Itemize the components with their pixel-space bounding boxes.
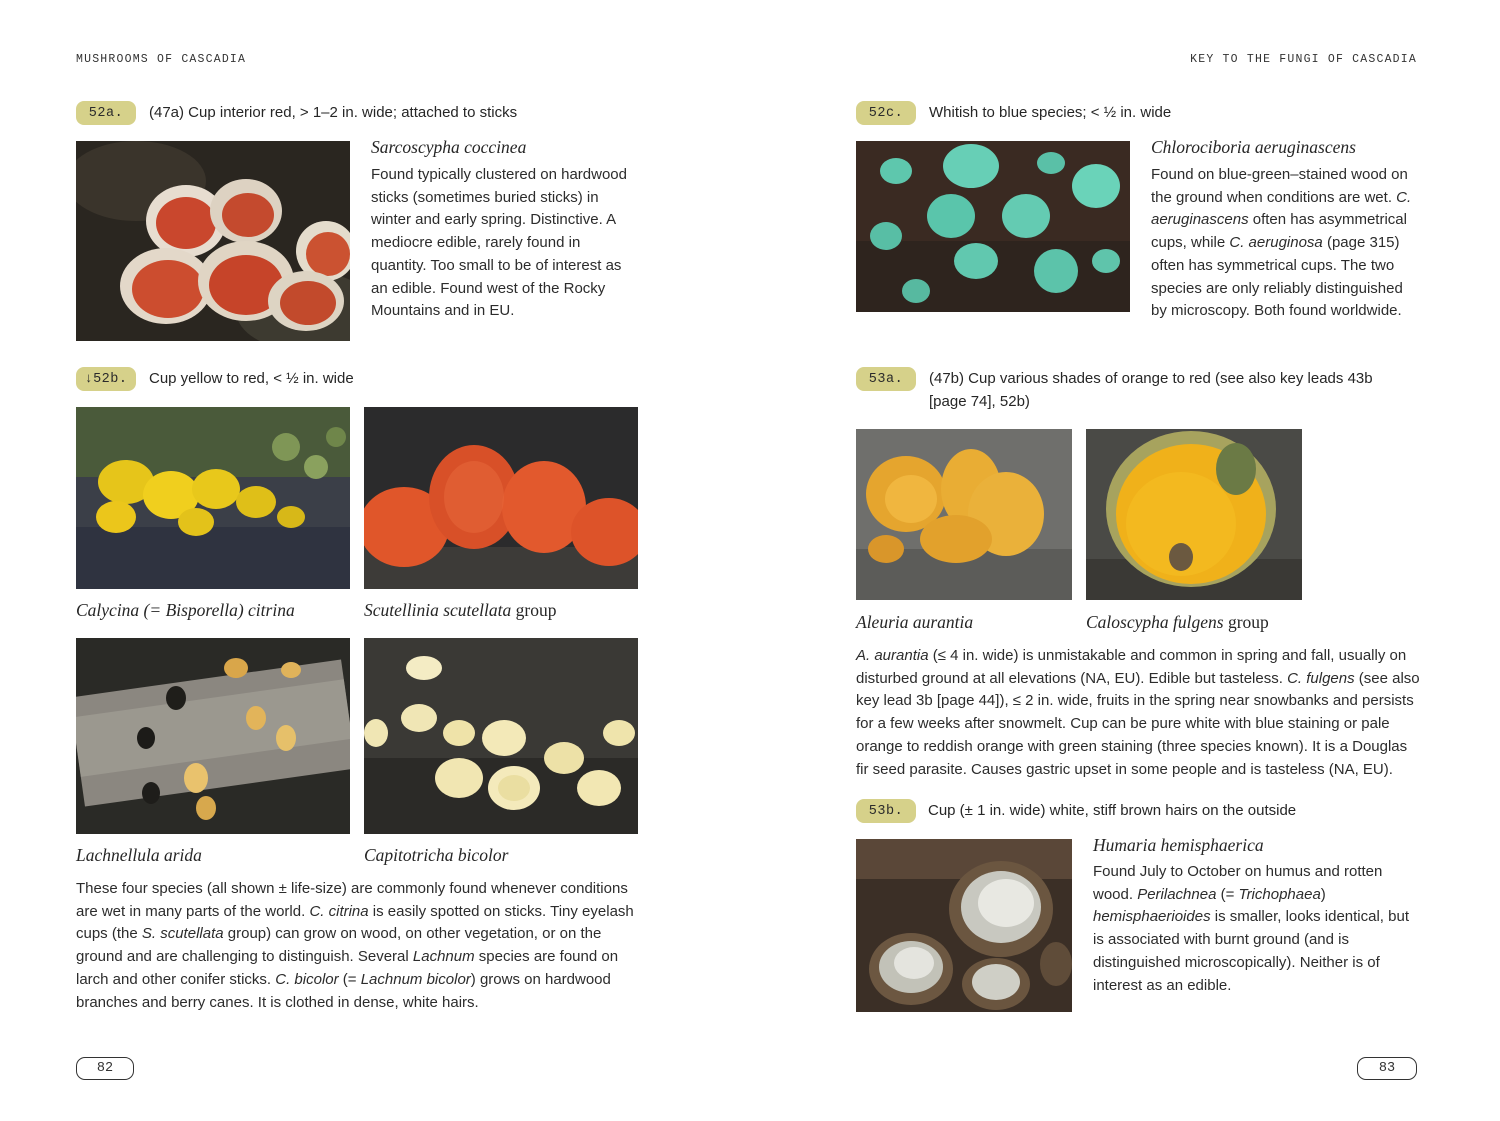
lead-text-52a: (47a) Cup interior red, > 1–2 in. wide; attached to sticks (149, 104, 518, 121)
species-name-sarcoscypha: Sarcoscypha coccinea (371, 137, 527, 157)
lead-text-53a: (47b) Cup various shades of orange to red (see also key leads 43b [page 74], 52b) (929, 370, 1373, 410)
caption-lachnellula-arida: Lachnellula arida (76, 845, 202, 865)
lead-tag-52b: ↓52b. (76, 367, 136, 391)
lead-text-53b: Cup (± 1 in. wide) white, stiff brown hairs on the outside (928, 802, 1297, 819)
caption-aleuria-aurantia: Aleuria aurantia (856, 612, 974, 632)
paragraph-53a: A. aurantia (≤ 4 in. wide) is unmistakable and common in spring and fall, usually on disturbed ground at all elevations (NA, EU). Edible but tasteless. C. fulgens (see also key lead 3b [page 44]), ≤ 2 in. wide, fruits in the spring near snowbanks and persists for a few weeks after snowmelt. Cup can be pure white with blue staining or pale orange to reddish orange with green staining (three species known). It is a Douglas fir seed parasite. Causes gastric upset in some people and is tasteless (NA, EU). (856, 647, 1420, 778)
lead-text-52b: Cup yellow to red, < ½ in. wide (149, 370, 354, 387)
photo-capitotricha-bicolor (364, 638, 638, 834)
caption-scutellinia-scutellata: Scutellinia scutellata group (364, 600, 557, 620)
lead-tag-53a: 53a. (856, 367, 916, 391)
page-number-left: 82 (76, 1057, 134, 1080)
description-sarcoscypha: Found typically clustered on hardwood sticks (sometimes buried sticks) in winter and early spring. Distinctive. A mediocre edible, rarely found in quantity. Too small to be of interest as an edible. Found west of the Rocky Mountains and in EU. (371, 166, 627, 320)
lead-tag-52c: 52c. (856, 101, 916, 125)
lead-text-52c: Whitish to blue species; < ½ in. wide (929, 104, 1172, 121)
lead-tag-53b: 53b. (856, 799, 916, 823)
description-humaria: Found July to October on humus and rotten wood. Perilachnea (= Trichophaea) hemisphaerioides is smaller, looks identical, but is associated with burnt ground (and is distinguished microscopically). Neither is of interest as an edible. (1093, 863, 1409, 994)
species-name-humaria: Humaria hemisphaerica (1093, 835, 1264, 855)
photo-calycina-citrina (76, 407, 350, 589)
caption-caloscypha-fulgens: Caloscypha fulgens group (1086, 612, 1269, 632)
photo-chlorociboria-aeruginascens (856, 141, 1130, 312)
caption-calycina-citrina: Calycina (= Bisporella) citrina (76, 600, 295, 620)
photo-aleuria-aurantia (856, 429, 1072, 600)
species-name-chlorociboria: Chlorociboria aeruginascens (1151, 137, 1356, 157)
caption-capitotricha-bicolor: Capitotricha bicolor (364, 845, 509, 865)
page-number-right: 83 (1357, 1057, 1417, 1080)
lead-tag-52a: 52a. (76, 101, 136, 125)
photo-lachnellula-arida (76, 638, 350, 834)
photo-caloscypha-fulgens (1086, 429, 1302, 600)
photo-scutellinia-scutellata (364, 407, 638, 589)
running-head-left: MUSHROOMS OF CASCADIA (76, 53, 247, 66)
description-chlorociboria: Found on blue-green–stained wood on the ground when conditions are wet. C. aeruginascens often has asymmetrical cups, while C. aeruginosa (page 315) often has symmetrical cups. The two species are only reliably distinguished by microscopy. Both found worldwide. (1151, 166, 1412, 320)
photo-sarcoscypha-coccinea (76, 141, 350, 341)
photo-humaria-hemisphaerica (856, 839, 1072, 1012)
paragraph-52b: These four species (all shown ± life-size) are commonly found whenever conditions are wet in many parts of the world. C. citrina is easily spotted on sticks. Tiny eyelash cups (the S. scutellata group) can grow on wood, on other vegetation, or on the ground and are challenging to distinguish. Several Lachnum species are found on larch and other conifer sticks. C. bicolor (= Lachnum bicolor) grows on hardwood branches and berry canes. It is clothed in dense, white hairs. (76, 880, 634, 1011)
running-head-right: KEY TO THE FUNGI OF CASCADIA (1190, 53, 1417, 66)
